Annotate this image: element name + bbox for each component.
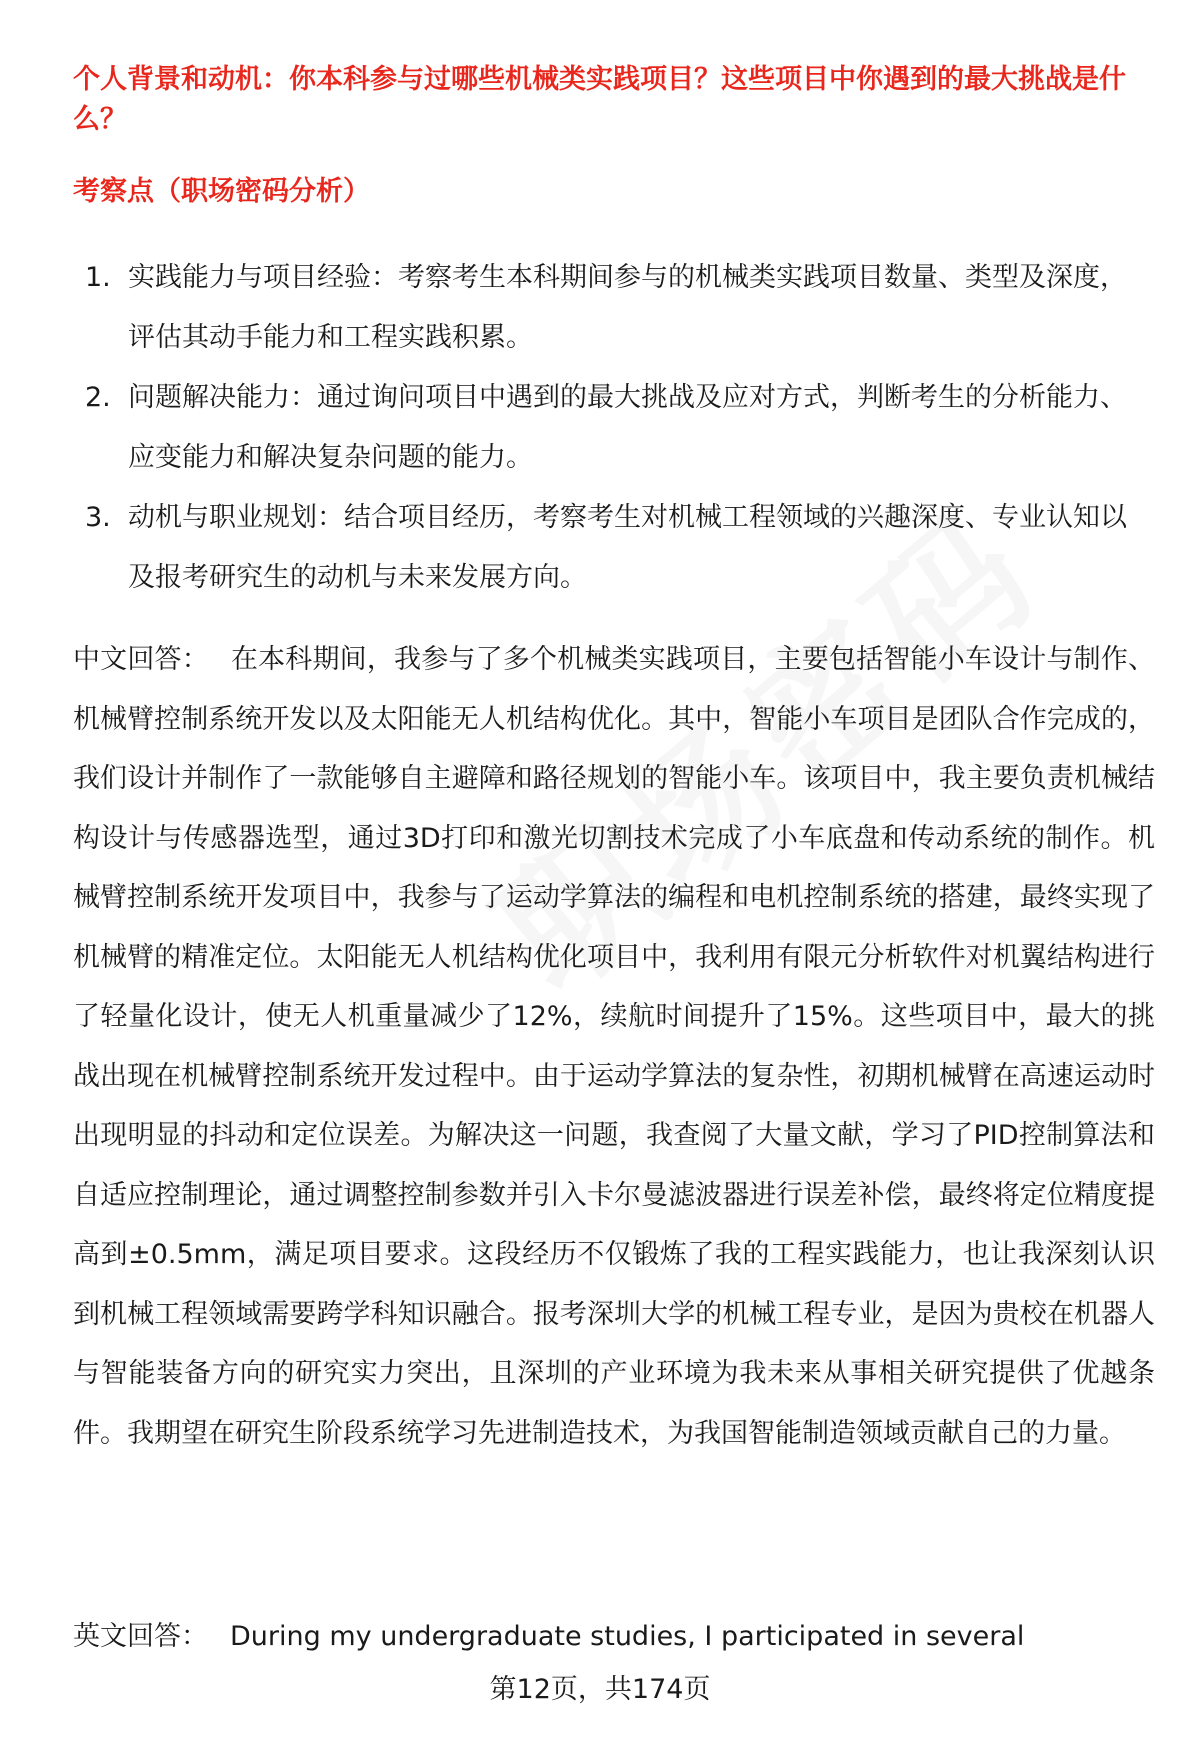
- list-item: [73, 488, 1153, 608]
- list-item: [73, 368, 1153, 488]
- english-answer: [73, 1607, 1155, 1667]
- english-answer-label: 英文回答：: [73, 1621, 208, 1652]
- list-number: 3.: [85, 502, 111, 533]
- list-number: 1.: [85, 262, 111, 293]
- chinese-answer-label: 中文回答：: [73, 644, 209, 675]
- list-item: [73, 248, 1153, 368]
- english-answer-text: During my undergraduate studies, I participated in several: [230, 1621, 1025, 1652]
- assessment-points-list: [73, 248, 1153, 608]
- section-title: 考察点（职场密码分析）: [73, 176, 370, 207]
- list-item-text: 动机与职业规划：结合项目经历，考察考生对机械工程领域的兴趣深度、专业认知以及报考研究生的动机与未来发展方向。: [128, 502, 1127, 593]
- list-item-text: 问题解决能力：通过询问项目中遇到的最大挑战及应对方式，判断考生的分析能力、应变能力和解决复杂问题的能力。: [128, 382, 1127, 473]
- chinese-answer: [73, 630, 1155, 1463]
- list-item-text: 实践能力与项目经验：考察考生本科期间参与的机械类实践项目数量、类型及深度，评估其动手能力和工程实践积累。: [128, 262, 1127, 353]
- list-number: 2.: [85, 382, 111, 413]
- chinese-answer-text: 在本科期间，我参与了多个机械类实践项目，主要包括智能小车设计与制作、机械臂控制系统开发以及太阳能无人机结构优化。其中，智能小车项目是团队合作完成的，我们设计并制作了一款能够自主避障和路径规划的智能小车。该项目中，我主要负责机械结构设计与传感器选型，通过3D打印和激光切割技术完成了小车底盘和传动系统的制作。机械臂控制系统开发项目中，我参与了运动学算法的编程和电机控制系统的搭建，最终实现了机械臂的精准定位。太阳能无人机结构优化项目中，我利用有限元分析软件对机翼结构进行了轻量化设计，使无人机重量减少了12%，续航时间提升了15%。这些项目中，最大的挑战出现在机械臂控制系统开发过程中。由于运动学算法的复杂性，初期机械臂在高速运动时出现明显的抖动和定位误差。为解决这一问题，我查阅了大量文献，学习了PID控制算法和自适应控制理论，通过调整控制参数并引入卡尔曼滤波器进行误差补偿，最终将定位精度提高到±0.5mm，满足项目要求。这段经历不仅锻炼了我的工程实践能力，也让我深刻认识到机械工程领域需要跨学科知识融合。报考深圳大学的机械工程专业，是因为贵校在机器人与智能装备方向的研究实力突出，且深圳的产业环境为我未来从事相关研究提供了优越条件。我期望在研究生阶段系统学习先进制造技术，为我国智能制造领域贡献自己的力量。: [73, 644, 1155, 1449]
- question-heading: 个人背景和动机：你本科参与过哪些机械类实践项目？这些项目中你遇到的最大挑战是什么？: [73, 64, 1126, 135]
- page-number-footer: 第12页，共174页: [489, 1674, 711, 1705]
